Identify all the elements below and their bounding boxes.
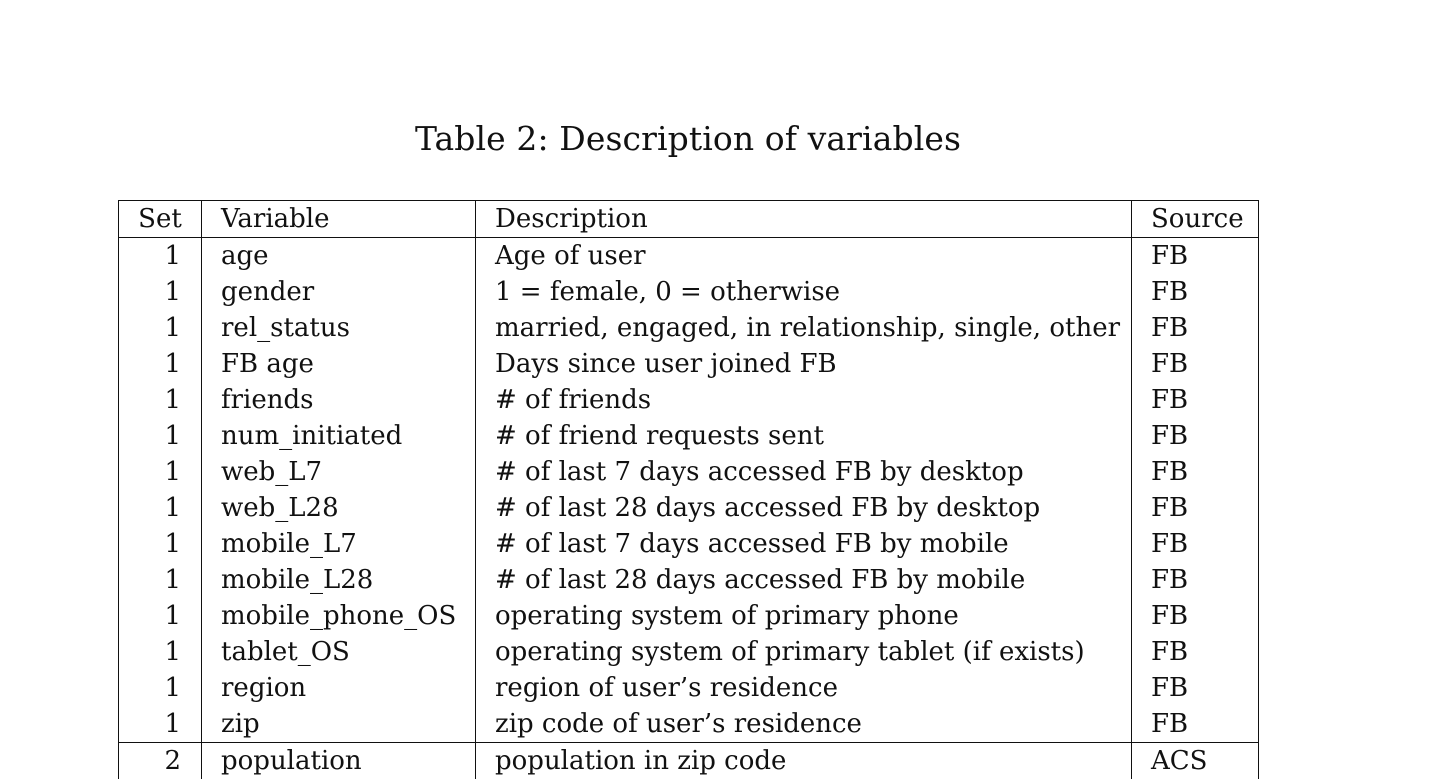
- cell-source: FB: [1132, 562, 1259, 598]
- cell-variable: population: [202, 743, 476, 779]
- cell-set: 1: [119, 598, 202, 634]
- table-row: [119, 454, 1259, 490]
- cell-set: 1: [119, 562, 202, 598]
- cell-set: 1: [119, 526, 202, 562]
- cell-variable: web_L28: [202, 490, 476, 526]
- table-row: [119, 562, 1259, 598]
- table-row: [119, 310, 1259, 346]
- cell-set: 1: [119, 310, 202, 346]
- variables-table: [118, 200, 1259, 779]
- table-row: [119, 526, 1259, 562]
- table-row: [119, 670, 1259, 706]
- cell-variable: zip: [202, 706, 476, 743]
- cell-source: FB: [1132, 418, 1259, 454]
- cell-variable: mobile_phone_OS: [202, 598, 476, 634]
- cell-set: 1: [119, 274, 202, 310]
- table-row: [119, 706, 1259, 743]
- cell-set: 1: [119, 418, 202, 454]
- cell-source: FB: [1132, 490, 1259, 526]
- cell-description: # of last 28 days accessed FB by mobile: [476, 562, 1132, 598]
- cell-set: 1: [119, 670, 202, 706]
- header-set: Set: [119, 201, 202, 238]
- table-row: [119, 634, 1259, 670]
- cell-description: # of last 7 days accessed FB by mobile: [476, 526, 1132, 562]
- cell-description: operating system of primary phone: [476, 598, 1132, 634]
- cell-source: FB: [1132, 310, 1259, 346]
- table-row: [119, 346, 1259, 382]
- header-description: Description: [476, 201, 1132, 238]
- table-row: [119, 418, 1259, 454]
- cell-source: FB: [1132, 382, 1259, 418]
- cell-set: 1: [119, 706, 202, 743]
- cell-source: FB: [1132, 634, 1259, 670]
- cell-variable: region: [202, 670, 476, 706]
- cell-source: FB: [1132, 526, 1259, 562]
- table-row: [119, 598, 1259, 634]
- cell-set: 2: [119, 743, 202, 779]
- cell-description: region of user’s residence: [476, 670, 1132, 706]
- cell-source: FB: [1132, 238, 1259, 275]
- cell-source: FB: [1132, 346, 1259, 382]
- cell-set: 1: [119, 346, 202, 382]
- cell-description: # of friend requests sent: [476, 418, 1132, 454]
- cell-set: 1: [119, 382, 202, 418]
- cell-description: operating system of primary tablet (if exists): [476, 634, 1132, 670]
- cell-source: ACS: [1132, 743, 1259, 779]
- cell-source: FB: [1132, 598, 1259, 634]
- cell-variable: rel_status: [202, 310, 476, 346]
- cell-variable: mobile_L7: [202, 526, 476, 562]
- cell-set: 1: [119, 490, 202, 526]
- cell-variable: web_L7: [202, 454, 476, 490]
- cell-description: zip code of user’s residence: [476, 706, 1132, 743]
- cell-description: # of last 28 days accessed FB by desktop: [476, 490, 1132, 526]
- table-caption: Table 2: Description of variables: [0, 119, 1376, 158]
- cell-description: # of friends: [476, 382, 1132, 418]
- table-body: [119, 238, 1259, 779]
- cell-source: FB: [1132, 274, 1259, 310]
- cell-set: 1: [119, 454, 202, 490]
- table-row: [119, 382, 1259, 418]
- cell-variable: num_initiated: [202, 418, 476, 454]
- header-source: Source: [1132, 201, 1259, 238]
- cell-source: FB: [1132, 454, 1259, 490]
- cell-variable: age: [202, 238, 476, 275]
- cell-description: # of last 7 days accessed FB by desktop: [476, 454, 1132, 490]
- cell-source: FB: [1132, 670, 1259, 706]
- cell-variable: mobile_L28: [202, 562, 476, 598]
- cell-set: 1: [119, 634, 202, 670]
- cell-variable: friends: [202, 382, 476, 418]
- cell-source: FB: [1132, 706, 1259, 743]
- table-row: [119, 274, 1259, 310]
- cell-variable: tablet_OS: [202, 634, 476, 670]
- cell-set: 1: [119, 238, 202, 275]
- cell-description: Age of user: [476, 238, 1132, 275]
- cell-description: Days since user joined FB: [476, 346, 1132, 382]
- cell-variable: gender: [202, 274, 476, 310]
- header-variable: Variable: [202, 201, 476, 238]
- cell-variable: FB age: [202, 346, 476, 382]
- cell-description: married, engaged, in relationship, single, other: [476, 310, 1132, 346]
- table-header-row: [119, 201, 1259, 238]
- cell-description: population in zip code: [476, 743, 1132, 779]
- table-row: [119, 490, 1259, 526]
- cell-description: 1 = female, 0 = otherwise: [476, 274, 1132, 310]
- table-row: [119, 743, 1259, 779]
- table-row: [119, 238, 1259, 275]
